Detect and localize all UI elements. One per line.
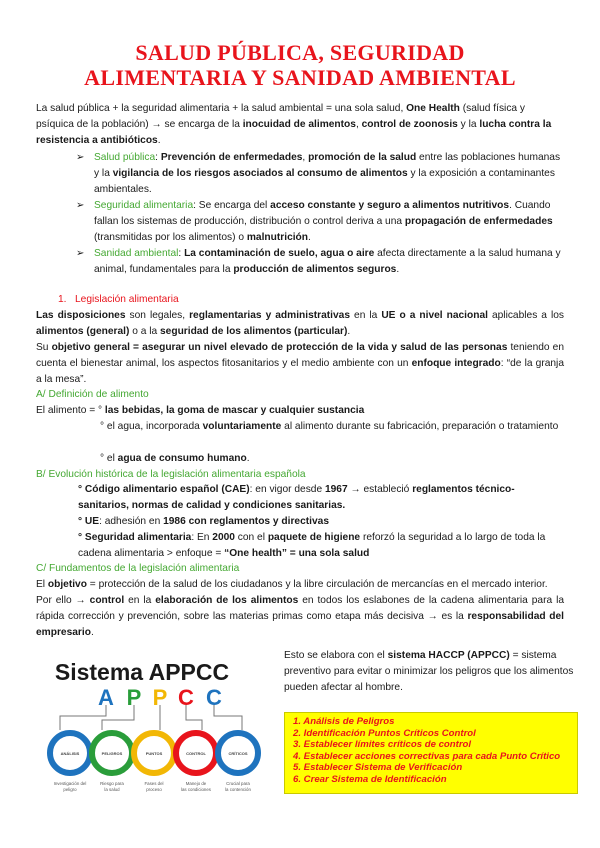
plain-text: en todos los eslabones de la cadena alimentaria para la rápida corrección y prevención, sobre las materias primas como etapa más decisiva → es la xyxy=(36,595,565,623)
bold-text: ° Código alimentario español (CAE) xyxy=(78,484,250,495)
section-title: Legislación alimentaria xyxy=(75,294,179,305)
plain-text: . xyxy=(90,627,94,639)
appcc-letters xyxy=(98,685,222,710)
bullet-text: afecta directamente a la salud humana y animal, fundamentales para la xyxy=(94,248,561,276)
bold-text: elaboración de los alimentos xyxy=(155,595,299,606)
subsection-b-heading: B/ Evolución histórica de la legislación alimentaria española xyxy=(36,469,306,480)
appcc-figure-title: Sistema APPCC xyxy=(54,659,230,685)
appcc-rings xyxy=(50,733,258,792)
history-item-cae xyxy=(78,482,564,514)
intro-text: La salud pública + la seguridad alimentaria + la salud ambiental = una sola salud, xyxy=(36,103,407,114)
bold-text: control xyxy=(89,595,125,606)
bold-text: UE o a nivel nacional xyxy=(381,310,488,321)
bold-text: 1986 con reglamentos y directivas xyxy=(163,516,329,527)
bullet-text: : xyxy=(193,200,199,211)
bullet-text: . xyxy=(308,232,311,244)
plain-text: = sistema preventivo para evitar o minimizar los peligros que los alimentos pueden afectar al hombre. xyxy=(284,650,574,694)
arrow-bullet-icon: ➢ xyxy=(76,200,85,211)
appcc-ring-caption: Riesgo para xyxy=(100,781,124,786)
appcc-step: 2. Identificación Puntos Críticos Control xyxy=(293,727,476,739)
bullet-bold: producción de alimentos seguros xyxy=(233,264,397,276)
plain-text: o a la xyxy=(129,326,161,338)
appcc-ring-label: CONTROL xyxy=(186,751,206,756)
plain-text: : En xyxy=(191,532,213,543)
bullet-text: : xyxy=(155,152,161,163)
appcc-ring-caption: la contención xyxy=(225,787,251,792)
food-definition-water xyxy=(100,419,564,435)
appcc-step: 3. Establecer límites críticos de control xyxy=(293,739,472,751)
bold-text: seguridad de los alimentos (particular) xyxy=(160,326,348,338)
plain-text: El xyxy=(36,579,48,590)
appcc-step: 1. Análisis de Peligros xyxy=(293,716,395,727)
appcc-step: 5. Establecer Sistema de Verificación xyxy=(293,762,463,774)
section-heading xyxy=(58,292,358,308)
bullet-salud-publica xyxy=(94,150,564,199)
plain-text: al alimento durante su fabricación, preparación o tratamiento xyxy=(281,421,559,432)
bold-text: responsabilidad del empresario xyxy=(36,611,564,639)
bullet-bold: malnutrición xyxy=(246,232,309,244)
plain-text: El alimento = ° xyxy=(36,405,105,416)
bold-text: Las disposiciones xyxy=(36,310,126,321)
bold-text: “One health” = una sola salud xyxy=(224,548,370,560)
intro-text: (salud física y psíquica de la población) → se encarga de la xyxy=(36,103,526,131)
history-item-seguridad xyxy=(78,530,564,562)
appcc-diagram xyxy=(36,650,264,810)
subsection-a-heading: A/ Definición de alimento xyxy=(36,389,149,400)
appcc-ring-label: PUNTOS xyxy=(145,751,163,756)
page-title xyxy=(0,40,600,90)
bold-text: alimentos (general) xyxy=(36,326,130,338)
plain-text: Por ello → xyxy=(36,595,90,606)
objective-paragraph xyxy=(36,340,564,389)
bullet-bold: promoción de la salud xyxy=(308,152,417,163)
appcc-ring-caption: Investigación del xyxy=(53,781,87,786)
appcc-letter-5: C xyxy=(206,685,222,710)
plain-text: ° el agua, incorporada xyxy=(100,421,203,432)
appcc-ring-caption: las condiciones xyxy=(180,787,212,792)
bold-text: objetivo general = asegurar un nivel elevado de protección de la vida y salud de las personas xyxy=(51,342,508,353)
appcc-figure xyxy=(36,650,264,810)
history-item-ue xyxy=(78,514,564,530)
plain-text: = protección de la salud de los ciudadanos y la libre circulación de mercancías en el mercado interior. xyxy=(86,579,548,590)
zoonosis-term: control de zoonosis xyxy=(361,119,458,131)
bold-text: las bebidas, la goma de mascar y cualquier sustancia xyxy=(104,405,365,416)
plain-text: son legales, xyxy=(125,310,190,321)
bullet-bold: propagación de enfermedades xyxy=(404,216,553,228)
appcc-steps-list xyxy=(293,716,569,786)
bullet-text: , xyxy=(302,152,309,163)
plain-text: . xyxy=(246,453,250,464)
plain-text: . xyxy=(347,326,351,338)
bullet-label: Seguridad alimentaria xyxy=(94,200,194,211)
plain-text: : adhesión en xyxy=(99,516,164,527)
plain-text: Esto se elabora con el xyxy=(284,650,388,661)
bold-text: reglamentarias y administrativas xyxy=(189,310,351,321)
food-definition-line xyxy=(36,403,564,419)
bullet-bold: La contaminación de suelo, agua o aire xyxy=(184,248,375,259)
bold-text: voluntariamente xyxy=(202,421,282,432)
bold-text: sistema HACCP (APPCC) xyxy=(387,650,510,661)
plain-text: con el xyxy=(234,532,268,543)
antibiotic-term: lucha contra la resistencia a antibióticos xyxy=(36,119,552,147)
fundamentals-objective xyxy=(36,577,564,593)
plain-text: en la xyxy=(350,310,382,321)
appcc-steps-box xyxy=(284,712,578,794)
appcc-ring-label: CRÍTICOS xyxy=(228,751,248,756)
bold-text: 2000 xyxy=(212,532,235,543)
plain-text: ° el xyxy=(100,453,118,464)
bullet-bold: Prevención de enfermedades xyxy=(160,152,303,163)
appcc-ring-caption: Manejo de xyxy=(185,781,207,786)
intro-text: y la xyxy=(457,119,480,131)
appcc-ring-label: PELIGROS xyxy=(101,751,123,756)
bold-text: ° Seguridad alimentaria xyxy=(78,532,192,543)
intro-paragraph xyxy=(36,101,564,150)
appcc-step: 4. Establecer acciones correctivas para cada Punto Crítico xyxy=(293,750,561,762)
bold-text: ° UE xyxy=(78,516,100,527)
plain-text: → estableció xyxy=(347,484,413,495)
one-health-term: One Health xyxy=(406,103,460,114)
section-number: 1. xyxy=(58,294,67,305)
bullet-bold: vigilancia de los riesgos asociados al consumo de alimentos xyxy=(112,168,408,180)
plain-text: teniendo en cuenta el bienestar animal, los aspectos fitosanitarios y el medio ambiente con un xyxy=(36,342,564,370)
haccp-description xyxy=(284,648,574,697)
plain-text: Su xyxy=(36,342,52,353)
bullet-seguridad-alimentaria xyxy=(94,198,564,247)
appcc-letter-3: P xyxy=(152,685,168,710)
appcc-letter-2: P xyxy=(126,685,142,710)
bullet-label: Sanidad ambiental xyxy=(94,248,179,259)
bold-text: objetivo xyxy=(47,579,87,590)
appcc-letter-4: C xyxy=(178,685,194,710)
bullet-text: . Cuando fallan los sistemas de producción, distribución o control deriva a una xyxy=(94,200,551,228)
title-line-2: ALIMENTARIA Y SANIDAD AMBIENTAL xyxy=(84,65,516,90)
bullet-text: entre las poblaciones humanas y la xyxy=(94,152,561,180)
bold-text: reglamentos técnico-sanitarios, normas de calidad y condiciones sanitarias. xyxy=(78,484,515,512)
bold-text: paquete de higiene xyxy=(267,532,361,543)
bullet-text: (transmitidas por los alimentos) o xyxy=(94,232,247,244)
bold-text: 1967 xyxy=(324,484,348,495)
bold-text: enfoque integrado xyxy=(411,358,501,370)
bullet-text: y la exposición a contaminantes ambientales. xyxy=(94,168,555,196)
appcc-ring-label: ANÁLISIS xyxy=(60,751,80,756)
appcc-ring-caption: Fases del xyxy=(144,781,164,786)
food-definition-drinking-water xyxy=(100,451,564,467)
bullet-text: Se encarga del xyxy=(198,200,271,211)
appcc-ring-caption: peligro xyxy=(63,787,77,792)
plain-text: : en vigor desde xyxy=(249,484,325,495)
bullet-bold: acceso constante y seguro a alimentos nutritivos xyxy=(270,200,510,211)
bullet-label: Salud pública xyxy=(94,152,156,163)
arrow-bullet-icon: ➢ xyxy=(76,248,85,259)
appcc-letter-1: A xyxy=(98,685,114,710)
bullet-text: : xyxy=(178,248,185,259)
plain-text: : “de la granja a la mesa”. xyxy=(36,358,564,386)
bullet-text: . xyxy=(396,264,400,276)
plain-text: aplicables a los xyxy=(487,310,565,321)
plain-text: reforzó la seguridad a lo largo de toda la cadena alimentaria > enfoque = xyxy=(78,532,546,560)
appcc-ring-caption: proceso xyxy=(146,787,162,792)
intro-text: , xyxy=(355,119,362,131)
legislation-paragraph xyxy=(36,308,564,340)
appcc-ring-caption: la salud xyxy=(104,787,120,792)
arrow-bullet-icon: ➢ xyxy=(76,152,85,163)
intro-text: . xyxy=(157,135,161,147)
fundamentals-control xyxy=(36,593,564,642)
bullet-sanidad-ambiental xyxy=(94,246,564,278)
appcc-step: 6. Crear Sistema de Identificación xyxy=(293,773,447,785)
plain-text: en la xyxy=(124,595,156,606)
bold-text: agua de consumo humano xyxy=(117,453,247,464)
inocuidad-term: inocuidad de alimentos xyxy=(242,119,356,131)
appcc-ring-caption: Crucial para xyxy=(226,781,250,786)
title-line-1: SALUD PÚBLICA, SEGURIDAD xyxy=(135,40,465,65)
subsection-c-heading: C/ Fundamentos de la legislación alimentaria xyxy=(36,563,240,574)
